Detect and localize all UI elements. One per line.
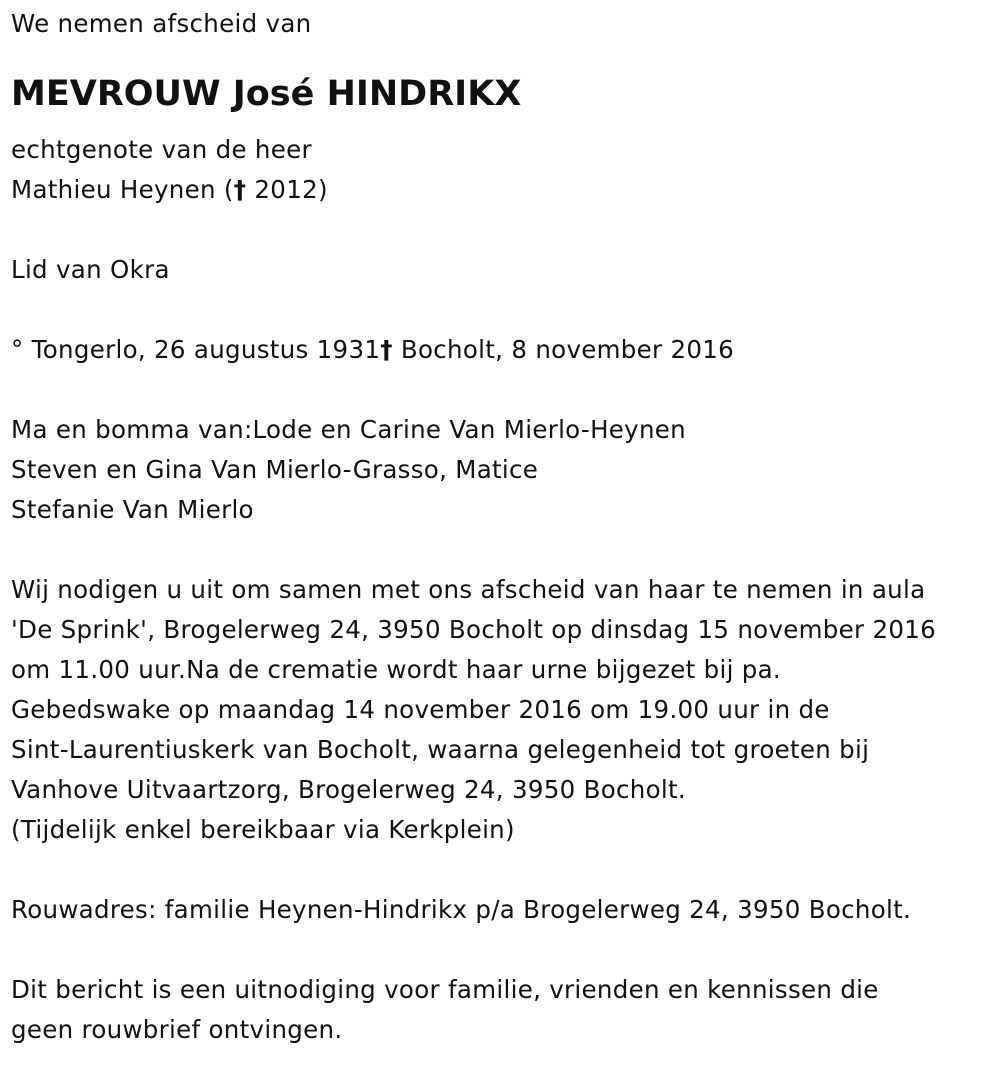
birth-marker-icon: °: [11, 335, 24, 364]
closing-line: geen rouwbrief ontvingen.: [11, 1015, 343, 1044]
birth-info: Tongerlo, 26 augustus 1931: [23, 335, 381, 364]
death-info: Bocholt, 8 november 2016: [392, 335, 735, 364]
invitation-line: 'De Sprink', Brogelerweg 24, 3950 Bocholt op dinsdag 15 november 2016: [11, 615, 937, 644]
spouse-line: echtgenote van de heer: [11, 135, 312, 164]
cross-icon: †: [233, 175, 247, 204]
spacer: [11, 850, 996, 890]
family-line: Steven en Gina Van Mierlo-Grasso, Matice: [11, 455, 539, 484]
invitation-line: Gebedswake op maandag 14 november 2016 om 19.00 uur in de: [11, 695, 830, 724]
invitation-line: Sint-Laurentiuskerk van Bocholt, waarna gelegenheid tot groeten bij: [11, 735, 870, 764]
spacer: [11, 930, 996, 970]
invitation-line: om 11.00 uur.Na de crematie wordt haar urne bijgezet bij pa.: [11, 655, 782, 684]
spacer: [11, 530, 996, 570]
dates-line: [11, 330, 996, 370]
family-line: Ma en bomma van:Lode en Carine Van Mierlo-Heynen: [11, 415, 686, 444]
death-notice: [11, 4, 996, 1050]
spacer: [11, 210, 996, 250]
family-line: Stefanie Van Mierlo: [11, 495, 254, 524]
mourning-address: Rouwadres: familie Heynen-Hindrikx p/a Brogelerweg 24, 3950 Bocholt.: [11, 895, 912, 924]
invitation-line: Vanhove Uitvaartzorg, Brogelerweg 24, 3950 Bocholt.: [11, 775, 686, 804]
closing-line: Dit bericht is een uitnodiging voor familie, vrienden en kennissen die: [11, 975, 879, 1004]
cross-icon: †: [380, 335, 393, 364]
invitation-line: (Tijdelijk enkel bereikbaar via Kerkplein): [11, 815, 515, 844]
spouse-death-year: 2012): [246, 175, 328, 204]
spouse-name-line: [11, 170, 996, 210]
deceased-name: MEVROUW José HINDRIKX: [11, 74, 522, 114]
invitation-line: Wij nodigen u uit om samen met ons afscheid van haar te nemen in aula: [11, 575, 926, 604]
spacer: [11, 290, 996, 330]
spacer: [11, 370, 996, 410]
spouse-name: Mathieu Heynen (: [11, 175, 234, 204]
membership-text: Lid van Okra: [11, 255, 170, 284]
intro-text: We nemen afscheid van: [11, 9, 312, 38]
